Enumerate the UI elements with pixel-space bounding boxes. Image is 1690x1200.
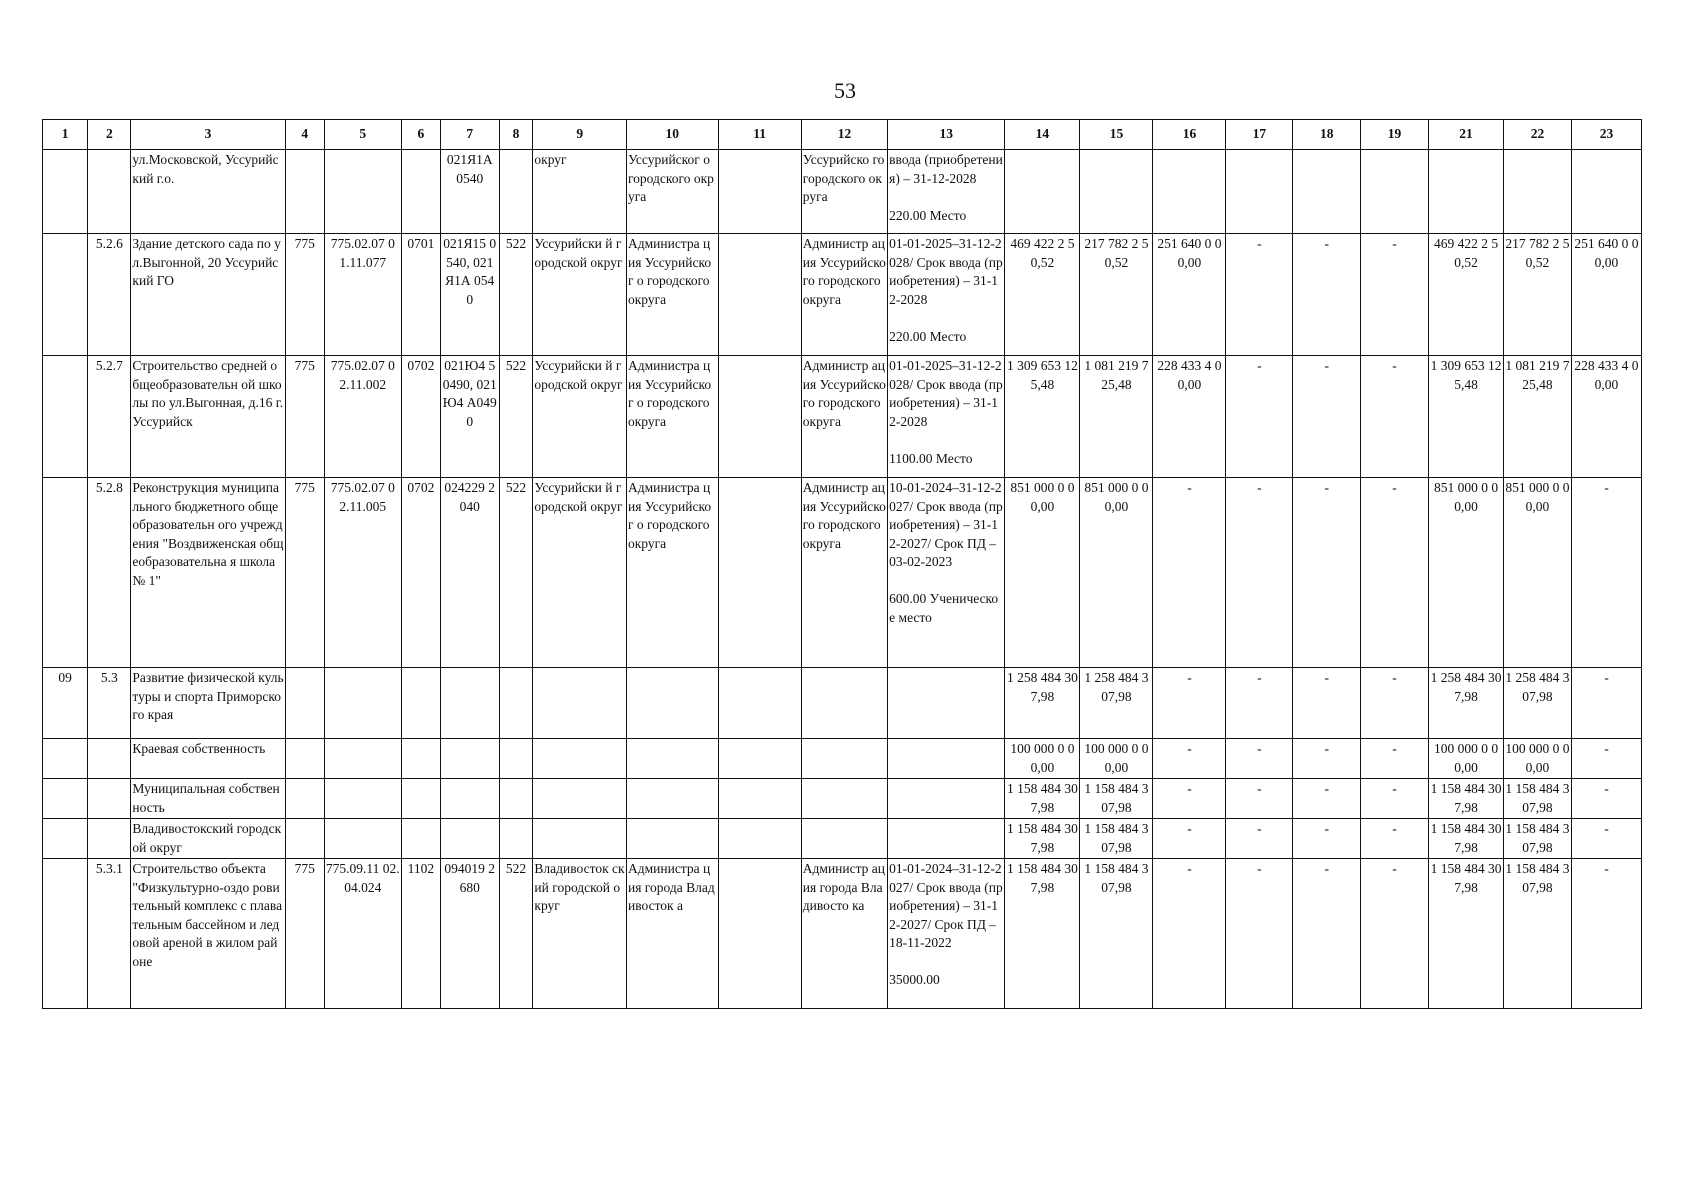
cell-col-5 xyxy=(324,739,401,779)
cell-col-22: 1 081 219 725,48 xyxy=(1504,356,1572,478)
column-header: 14 xyxy=(1005,120,1080,150)
cell-col-23: - xyxy=(1571,478,1641,668)
column-header: 11 xyxy=(718,120,801,150)
data-table xyxy=(42,119,1642,1009)
cell-col-12 xyxy=(801,668,887,739)
column-header: 2 xyxy=(88,120,131,150)
cell-col-17: - xyxy=(1226,779,1293,819)
cell-col-21: 1 158 484 307,98 xyxy=(1428,779,1503,819)
cell-col-4: 775 xyxy=(285,859,324,1009)
cell-col-6 xyxy=(401,739,440,779)
cell-col-4 xyxy=(285,819,324,859)
table-row xyxy=(43,356,1642,478)
cell-col-19: - xyxy=(1361,819,1429,859)
cell-col-5: 775.02.07 02.11.005 xyxy=(324,478,401,668)
cell-col-21: 851 000 0 00,00 xyxy=(1428,478,1503,668)
cell-col-1 xyxy=(43,779,88,819)
column-header: 22 xyxy=(1504,120,1572,150)
cell-col-17: - xyxy=(1226,478,1293,668)
cell-col-16: - xyxy=(1153,668,1226,739)
cell-col-16: - xyxy=(1153,478,1226,668)
cell-col-9: Владивосток ский городской округ xyxy=(533,859,627,1009)
cell-col-17: - xyxy=(1226,234,1293,356)
cell-col-14 xyxy=(1005,150,1080,234)
cell-col-13: 01-01-2024–31-12-2027/ Срок ввода (приобретения) – 31-12-2027/ Срок ПД – 18-11-2022 35000.00 xyxy=(888,859,1005,1009)
cell-col-18: - xyxy=(1293,779,1361,819)
cell-col-16: 228 433 4 00,00 xyxy=(1153,356,1226,478)
cell-col-21: 1 158 484 307,98 xyxy=(1428,859,1503,1009)
column-header: 7 xyxy=(440,120,499,150)
cell-col-10 xyxy=(626,819,718,859)
cell-col-13 xyxy=(888,819,1005,859)
table-row xyxy=(43,234,1642,356)
column-header: 8 xyxy=(499,120,533,150)
cell-col-14: 469 422 2 50,52 xyxy=(1005,234,1080,356)
cell-col-12 xyxy=(801,819,887,859)
cell-col-10 xyxy=(626,779,718,819)
table-row xyxy=(43,150,1642,234)
cell-col-23: 251 640 0 00,00 xyxy=(1571,234,1641,356)
cell-col-6 xyxy=(401,819,440,859)
cell-col-18 xyxy=(1293,150,1361,234)
cell-col-11 xyxy=(718,356,801,478)
cell-col-14: 1 258 484 307,98 xyxy=(1005,668,1080,739)
cell-col-8: 522 xyxy=(499,356,533,478)
cell-col-7: 094019 2680 xyxy=(440,859,499,1009)
cell-col-11 xyxy=(718,859,801,1009)
cell-col-18: - xyxy=(1293,234,1361,356)
cell-col-21: 469 422 2 50,52 xyxy=(1428,234,1503,356)
cell-col-15: 217 782 2 50,52 xyxy=(1080,234,1153,356)
cell-col-7: 021Я15 0540, 021Я1А 0540 xyxy=(440,234,499,356)
cell-col-1 xyxy=(43,356,88,478)
cell-col-21: 100 000 0 00,00 xyxy=(1428,739,1503,779)
cell-col-9: Уссурийски й городской округ xyxy=(533,234,627,356)
cell-col-14: 1 158 484 307,98 xyxy=(1005,859,1080,1009)
cell-col-7 xyxy=(440,668,499,739)
cell-col-13: 01-01-2025–31-12-2028/ Срок ввода (приобретения) – 31-12-2028 1100.00 Место xyxy=(888,356,1005,478)
column-header: 6 xyxy=(401,120,440,150)
cell-col-14: 1 158 484 307,98 xyxy=(1005,819,1080,859)
cell-col-5 xyxy=(324,819,401,859)
cell-col-10: Администра ция Уссурийског о городского округа xyxy=(626,234,718,356)
cell-col-8: 522 xyxy=(499,478,533,668)
column-header: 21 xyxy=(1428,120,1503,150)
cell-col-3: ул.Московской, Уссурийский г.о. xyxy=(131,150,285,234)
cell-col-16: 251 640 0 00,00 xyxy=(1153,234,1226,356)
cell-col-7: 021Я1А 0540 xyxy=(440,150,499,234)
cell-col-14: 851 000 0 00,00 xyxy=(1005,478,1080,668)
cell-col-12 xyxy=(801,739,887,779)
cell-col-4 xyxy=(285,779,324,819)
cell-col-5 xyxy=(324,779,401,819)
cell-col-3: Реконструкция муниципального бюджетного общеобразовательн ого учреждения "Воздвиженская общеобразовательна я школа № 1" xyxy=(131,478,285,668)
cell-col-2 xyxy=(88,819,131,859)
cell-col-15 xyxy=(1080,150,1153,234)
cell-col-19: - xyxy=(1361,234,1429,356)
cell-col-11 xyxy=(718,478,801,668)
cell-col-22: 851 000 0 00,00 xyxy=(1504,478,1572,668)
cell-col-16: - xyxy=(1153,779,1226,819)
cell-col-6: 0701 xyxy=(401,234,440,356)
cell-col-5: 775.02.07 02.11.002 xyxy=(324,356,401,478)
cell-col-15: 1 158 484 307,98 xyxy=(1080,859,1153,1009)
cell-col-22: 217 782 2 50,52 xyxy=(1504,234,1572,356)
cell-col-10 xyxy=(626,739,718,779)
cell-col-8 xyxy=(499,668,533,739)
cell-col-3: Муниципальная собственность xyxy=(131,779,285,819)
cell-col-19: - xyxy=(1361,668,1429,739)
cell-col-18: - xyxy=(1293,668,1361,739)
cell-col-2: 5.3.1 xyxy=(88,859,131,1009)
cell-col-22: 1 158 484 307,98 xyxy=(1504,859,1572,1009)
cell-col-11 xyxy=(718,668,801,739)
column-header: 3 xyxy=(131,120,285,150)
cell-col-18: - xyxy=(1293,859,1361,1009)
cell-col-8 xyxy=(499,779,533,819)
cell-col-23 xyxy=(1571,150,1641,234)
cell-col-9: Уссурийски й городской округ xyxy=(533,356,627,478)
cell-col-5 xyxy=(324,668,401,739)
cell-col-21 xyxy=(1428,150,1503,234)
cell-col-1 xyxy=(43,234,88,356)
cell-col-3: Владивостокский городской округ xyxy=(131,819,285,859)
column-header: 23 xyxy=(1571,120,1641,150)
cell-col-10: Администра ция Уссурийског о городского округа xyxy=(626,356,718,478)
column-header: 10 xyxy=(626,120,718,150)
table-row xyxy=(43,739,1642,779)
cell-col-19: - xyxy=(1361,356,1429,478)
cell-col-5: 775.09.11 02.04.024 xyxy=(324,859,401,1009)
cell-col-13 xyxy=(888,779,1005,819)
cell-col-10: Администра ция Уссурийског о городского округа xyxy=(626,478,718,668)
cell-col-23: - xyxy=(1571,739,1641,779)
cell-col-12: Администр ация Уссурийско го городского округа xyxy=(801,356,887,478)
cell-col-2 xyxy=(88,779,131,819)
cell-col-7: 021Ю4 50490, 021Ю4 А0490 xyxy=(440,356,499,478)
column-header: 16 xyxy=(1153,120,1226,150)
cell-col-4: 775 xyxy=(285,478,324,668)
cell-col-18: - xyxy=(1293,478,1361,668)
cell-col-7 xyxy=(440,819,499,859)
cell-col-23: - xyxy=(1571,779,1641,819)
cell-col-21: 1 258 484 307,98 xyxy=(1428,668,1503,739)
cell-col-6 xyxy=(401,779,440,819)
cell-col-15: 851 000 0 00,00 xyxy=(1080,478,1153,668)
cell-col-17: - xyxy=(1226,668,1293,739)
column-header: 17 xyxy=(1226,120,1293,150)
cell-col-3: Здание детского сада по ул.Выгонной, 20 Уссурийский ГО xyxy=(131,234,285,356)
cell-col-13: ввода (приобретения) – 31-12-2028 220.00 Место xyxy=(888,150,1005,234)
cell-col-6: 0702 xyxy=(401,478,440,668)
cell-col-15: 1 158 484 307,98 xyxy=(1080,819,1153,859)
cell-col-2: 5.3 xyxy=(88,668,131,739)
cell-col-7 xyxy=(440,779,499,819)
column-header: 4 xyxy=(285,120,324,150)
column-header: 15 xyxy=(1080,120,1153,150)
cell-col-5: 775.02.07 01.11.077 xyxy=(324,234,401,356)
cell-col-18: - xyxy=(1293,739,1361,779)
cell-col-4 xyxy=(285,150,324,234)
cell-col-1 xyxy=(43,739,88,779)
column-header: 19 xyxy=(1361,120,1429,150)
cell-col-11 xyxy=(718,150,801,234)
cell-col-1 xyxy=(43,819,88,859)
cell-col-17 xyxy=(1226,150,1293,234)
cell-col-19: - xyxy=(1361,478,1429,668)
cell-col-15: 100 000 0 00,00 xyxy=(1080,739,1153,779)
cell-col-11 xyxy=(718,779,801,819)
cell-col-13 xyxy=(888,668,1005,739)
cell-col-21: 1 309 653 125,48 xyxy=(1428,356,1503,478)
cell-col-13: 01-01-2025–31-12-2028/ Срок ввода (приобретения) – 31-12-2028 220.00 Место xyxy=(888,234,1005,356)
cell-col-6 xyxy=(401,668,440,739)
cell-col-10 xyxy=(626,668,718,739)
cell-col-7: 024229 2040 xyxy=(440,478,499,668)
cell-col-1 xyxy=(43,859,88,1009)
cell-col-12: Уссурийско го городского округа xyxy=(801,150,887,234)
cell-col-9: Уссурийски й городской округ xyxy=(533,478,627,668)
cell-col-10: Уссурийског о городского округа xyxy=(626,150,718,234)
cell-col-2: 5.2.7 xyxy=(88,356,131,478)
column-header: 1 xyxy=(43,120,88,150)
cell-col-23: - xyxy=(1571,668,1641,739)
table-row xyxy=(43,478,1642,668)
cell-col-16: - xyxy=(1153,819,1226,859)
cell-col-22: 1 158 484 307,98 xyxy=(1504,819,1572,859)
header-row xyxy=(43,120,1642,150)
cell-col-19: - xyxy=(1361,739,1429,779)
cell-col-15: 1 158 484 307,98 xyxy=(1080,779,1153,819)
cell-col-12: Администр ация Уссурийско го городского округа xyxy=(801,478,887,668)
cell-col-8: 522 xyxy=(499,859,533,1009)
cell-col-8 xyxy=(499,150,533,234)
cell-col-1 xyxy=(43,150,88,234)
cell-col-18: - xyxy=(1293,819,1361,859)
cell-col-23: - xyxy=(1571,819,1641,859)
cell-col-12: Администр ация Уссурийско го городского округа xyxy=(801,234,887,356)
table-row xyxy=(43,779,1642,819)
table-row xyxy=(43,668,1642,739)
page-number: 53 xyxy=(834,78,856,103)
cell-col-5 xyxy=(324,150,401,234)
cell-col-7 xyxy=(440,739,499,779)
table-row xyxy=(43,859,1642,1009)
cell-col-15: 1 258 484 307,98 xyxy=(1080,668,1153,739)
cell-col-9: округ xyxy=(533,150,627,234)
cell-col-9 xyxy=(533,739,627,779)
cell-col-4 xyxy=(285,668,324,739)
column-header: 13 xyxy=(888,120,1005,150)
cell-col-11 xyxy=(718,819,801,859)
table-row xyxy=(43,819,1642,859)
cell-col-8 xyxy=(499,819,533,859)
cell-col-18: - xyxy=(1293,356,1361,478)
cell-col-19: - xyxy=(1361,779,1429,819)
cell-col-2 xyxy=(88,739,131,779)
cell-col-13 xyxy=(888,739,1005,779)
cell-col-17: - xyxy=(1226,739,1293,779)
cell-col-3: Краевая собственность xyxy=(131,739,285,779)
column-header: 18 xyxy=(1293,120,1361,150)
cell-col-6: 1102 xyxy=(401,859,440,1009)
cell-col-22 xyxy=(1504,150,1572,234)
cell-col-14: 1 158 484 307,98 xyxy=(1005,779,1080,819)
cell-col-4: 775 xyxy=(285,356,324,478)
cell-col-8: 522 xyxy=(499,234,533,356)
cell-col-4: 775 xyxy=(285,234,324,356)
column-header: 12 xyxy=(801,120,887,150)
cell-col-14: 100 000 0 00,00 xyxy=(1005,739,1080,779)
cell-col-1 xyxy=(43,478,88,668)
cell-col-13: 10-01-2024–31-12-2027/ Срок ввода (приобретения) – 31-12-2027/ Срок ПД – 03-02-2023 600.00 Ученическое место xyxy=(888,478,1005,668)
cell-col-2: 5.2.6 xyxy=(88,234,131,356)
cell-col-22: 1 158 484 307,98 xyxy=(1504,779,1572,819)
cell-col-2 xyxy=(88,150,131,234)
cell-col-9 xyxy=(533,779,627,819)
cell-col-9 xyxy=(533,668,627,739)
cell-col-16: - xyxy=(1153,739,1226,779)
cell-col-16 xyxy=(1153,150,1226,234)
column-header: 5 xyxy=(324,120,401,150)
cell-col-3: Строительство объекта "Физкультурно-оздо ровительный комплекс с плавательным бассейном и ледовой ареной в жилом районе xyxy=(131,859,285,1009)
cell-col-19: - xyxy=(1361,859,1429,1009)
cell-col-14: 1 309 653 125,48 xyxy=(1005,356,1080,478)
cell-col-10: Администра ция города Владивосток а xyxy=(626,859,718,1009)
cell-col-4 xyxy=(285,739,324,779)
cell-col-17: - xyxy=(1226,859,1293,1009)
cell-col-6 xyxy=(401,150,440,234)
column-header: 9 xyxy=(533,120,627,150)
cell-col-21: 1 158 484 307,98 xyxy=(1428,819,1503,859)
cell-col-3: Развитие физической культуры и спорта Приморского края xyxy=(131,668,285,739)
cell-col-6: 0702 xyxy=(401,356,440,478)
cell-col-23: 228 433 4 00,00 xyxy=(1571,356,1641,478)
cell-col-22: 100 000 0 00,00 xyxy=(1504,739,1572,779)
cell-col-2: 5.2.8 xyxy=(88,478,131,668)
cell-col-23: - xyxy=(1571,859,1641,1009)
cell-col-17: - xyxy=(1226,819,1293,859)
cell-col-17: - xyxy=(1226,356,1293,478)
cell-col-8 xyxy=(499,739,533,779)
cell-col-15: 1 081 219 725,48 xyxy=(1080,356,1153,478)
cell-col-11 xyxy=(718,234,801,356)
cell-col-16: - xyxy=(1153,859,1226,1009)
cell-col-1: 09 xyxy=(43,668,88,739)
cell-col-3: Строительство средней общеобразовательн ой школы по ул.Выгонная, д.16 г.Уссурийск xyxy=(131,356,285,478)
cell-col-12: Администр ация города Владивосто ка xyxy=(801,859,887,1009)
cell-col-12 xyxy=(801,779,887,819)
cell-col-9 xyxy=(533,819,627,859)
cell-col-22: 1 258 484 307,98 xyxy=(1504,668,1572,739)
cell-col-19 xyxy=(1361,150,1429,234)
cell-col-11 xyxy=(718,739,801,779)
